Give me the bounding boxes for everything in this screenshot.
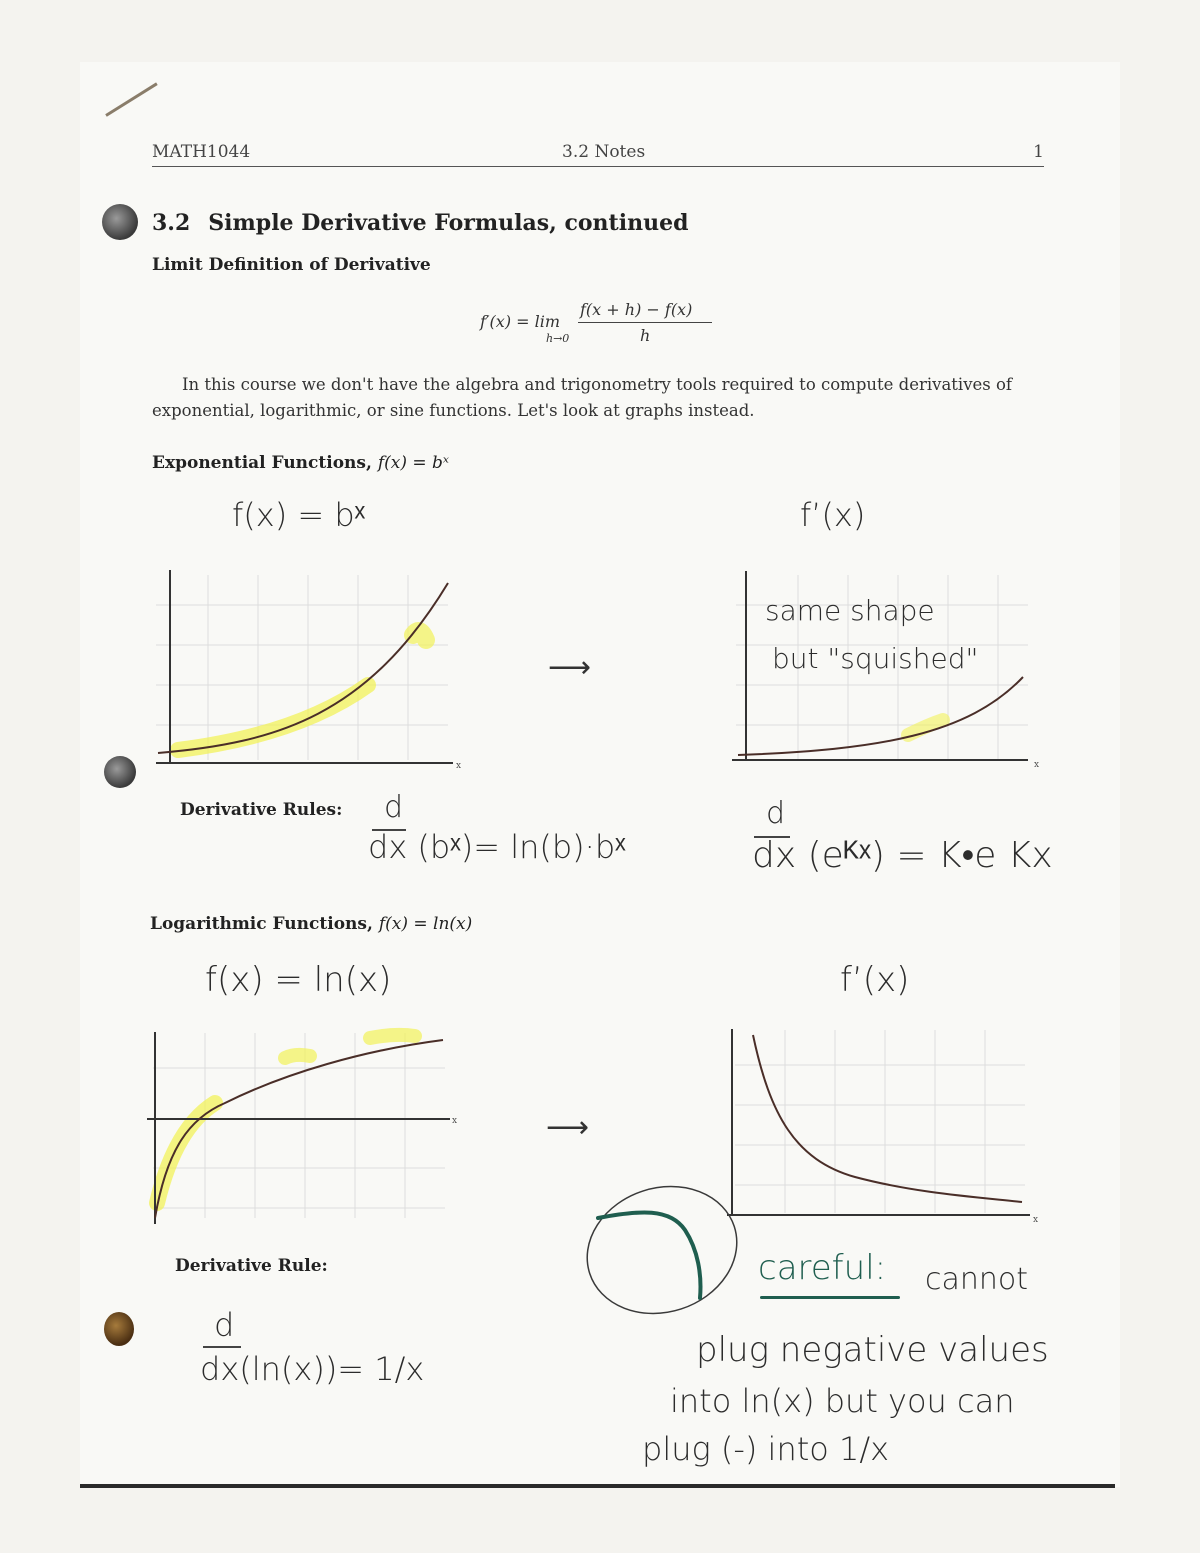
logarithmic-heading xyxy=(150,914,472,934)
log-f-handwritten: f(x) = ln(x) xyxy=(205,960,392,1000)
log-fprime-handwritten: f’(x) xyxy=(840,960,910,1000)
formula-limit-sub: h→0 xyxy=(546,332,570,345)
exp-note-line2: but "squished" xyxy=(772,642,979,675)
logarithmic-heading-text: Logarithmic Functions, xyxy=(150,914,373,934)
intro-paragraph: In this course we don't have the algebra and trigonometry tools required to compute derivatives of exponential, logarithmic, or sine functions. Let's look at graphs instead. xyxy=(152,375,1013,420)
rule1-d: d xyxy=(384,790,404,825)
course-code: MATH1044 xyxy=(152,142,251,162)
logarithmic-heading-math: f(x) = ln(x) xyxy=(378,914,473,934)
exponential-heading xyxy=(152,453,449,473)
ln-shape-sketch xyxy=(580,1180,745,1325)
exponential-heading-text: Exponential Functions, xyxy=(152,453,372,473)
page-header xyxy=(152,142,1044,167)
limit-definition-heading: Limit Definition of Derivative xyxy=(152,255,431,275)
careful-line4: plug (-) into 1/x xyxy=(642,1430,890,1468)
binder-hole-bottom xyxy=(104,1312,134,1346)
careful-label: careful: xyxy=(758,1248,887,1288)
exp-f-handwritten: f(x) = bˣ xyxy=(232,496,366,534)
careful-line1: cannot xyxy=(925,1262,1029,1297)
log-left-axis-x: x xyxy=(452,1116,458,1126)
exp-graph-left xyxy=(148,565,468,775)
careful-line2: plug negative values xyxy=(696,1330,1049,1370)
rule2-expression: dx (eᴷˣ) = K•e Kx xyxy=(752,835,1053,876)
log-rule-d: d xyxy=(214,1306,235,1344)
exp-note-line1: same shape xyxy=(765,594,935,627)
derivative-rules-label: Derivative Rules: xyxy=(180,800,343,820)
log-rule-expression: dx(ln(x))= 1/x xyxy=(200,1350,425,1388)
section-heading xyxy=(152,210,688,236)
arrow-icon: ⟶ xyxy=(548,650,592,685)
derivative-rule-label: Derivative Rule: xyxy=(175,1256,328,1276)
formula-lhs: f′(x) = lim xyxy=(480,312,561,331)
log-graph-left xyxy=(145,1028,465,1228)
exp-right-axis-x: x xyxy=(1034,760,1040,770)
header-title: 3.2 Notes xyxy=(562,142,646,162)
binder-hole-top xyxy=(102,204,138,240)
careful-underline xyxy=(760,1296,900,1299)
page-number: 1 xyxy=(1033,142,1044,162)
formula-fraction-bar xyxy=(578,322,712,323)
binder-hole-middle xyxy=(104,756,136,788)
log-graph-right xyxy=(725,1025,1045,1225)
rule2-d: d xyxy=(766,796,786,831)
rule1-expression: dx (bˣ)= ln(b)·bˣ xyxy=(368,828,626,866)
careful-line3: into ln(x) but you can xyxy=(670,1382,1015,1420)
formula-denominator: h xyxy=(640,326,651,345)
log-right-axis-x: x xyxy=(1033,1215,1039,1225)
section-title: Simple Derivative Formulas, continued xyxy=(208,210,689,236)
exp-left-axis-x: x xyxy=(456,761,462,771)
section-number: 3.2 xyxy=(152,210,191,236)
exp-fprime-handwritten: f’(x) xyxy=(800,496,866,534)
formula-numerator: f(x + h) − f(x) xyxy=(580,300,693,319)
bottom-edge xyxy=(80,1484,1115,1488)
arrow-icon: ⟶ xyxy=(546,1110,590,1145)
exponential-heading-math: f(x) = bˣ xyxy=(377,453,449,473)
log-rule-fraction-bar xyxy=(203,1346,241,1348)
